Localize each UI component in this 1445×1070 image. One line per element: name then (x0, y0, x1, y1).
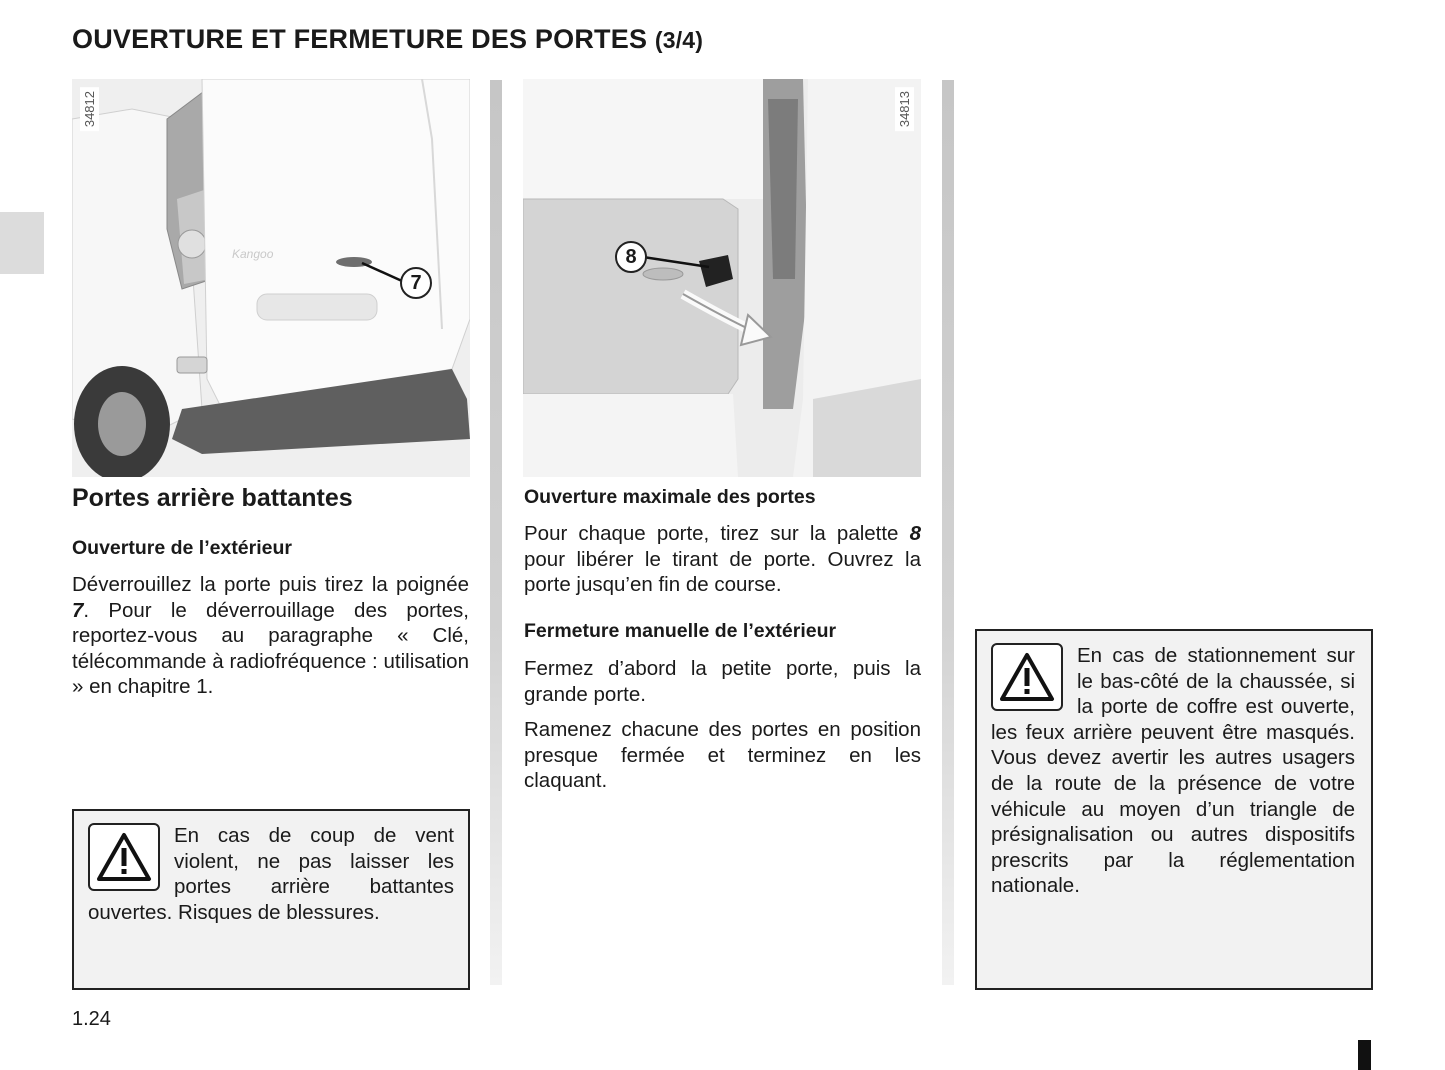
figure-rear-door-handle (72, 79, 470, 477)
reference-number-8: 8 (909, 522, 921, 545)
heading-manual-closing: Fermeture manuelle de l’extérieur (524, 620, 837, 642)
reference-number-7: 7 (72, 598, 84, 622)
warning-triangle-icon (88, 823, 160, 891)
chapter-tab (0, 212, 44, 274)
page-title-suffix: (3/4) (654, 27, 704, 53)
callout-8: 8 (615, 241, 647, 273)
warning-box-wind (72, 809, 470, 990)
page-title (72, 24, 703, 55)
door-interior-illustration (523, 79, 921, 477)
warning-text-wind: En cas de coup de vent violent, ne pas laisser les portes arrière battantes ouvertes. Risques de blessures. (88, 824, 454, 924)
page-edge-marker (1358, 1040, 1371, 1070)
warning-text-parking: En cas de stationnement sur le bas-côté de la chaussée, si la porte de coffre est ouverte, les feux arrière peuvent être masqués. Vous devez avertir les autres usagers de la route de la présence de votre véhicule au moyen d’un triangle de présignalisation ou autres dispositifs prescrits par la réglementation nationale. (991, 644, 1355, 898)
figure-reference-number: 34813 (895, 87, 914, 131)
column-separator-right (942, 80, 954, 985)
warning-box-parking (975, 629, 1373, 990)
column-separator-left (490, 80, 502, 985)
paragraph-closing-order: Fermez d’abord la petite porte, puis la grande porte. (524, 657, 921, 706)
figure-door-stay-paddle (523, 79, 921, 477)
warning-triangle-icon (991, 643, 1063, 711)
vehicle-badge: Kangoo (232, 247, 274, 261)
page-title-text: OUVERTURE ET FERMETURE DES PORTES (72, 24, 648, 54)
figure-reference-number: 34812 (80, 87, 99, 131)
paragraph-closing-finish: Ramenez chacune des portes en position presque fermée et terminez en les claquant. (524, 718, 921, 793)
paragraph-max-opening: Pour chaque porte, tirez sur la palette 8 pour libérer le tirant de porte. Ouvrez la porte jusqu’en fin de course. (524, 522, 921, 597)
page-number: 1.24 (72, 1008, 111, 1030)
section-title: Portes arrière battantes (72, 484, 353, 512)
heading-max-opening: Ouverture maximale des portes (524, 486, 816, 508)
subheading-exterior-opening: Ouverture de l’extérieur (72, 537, 293, 559)
callout-7: 7 (400, 267, 432, 299)
paragraph-exterior-opening: Déverrouillez la porte puis tirez la poignée 7. Pour le déverrouillage des portes, reportez-vous au paragraphe « Clé, télécommande à radiofréquence : utilisation » en chapitre 1. (72, 573, 469, 699)
